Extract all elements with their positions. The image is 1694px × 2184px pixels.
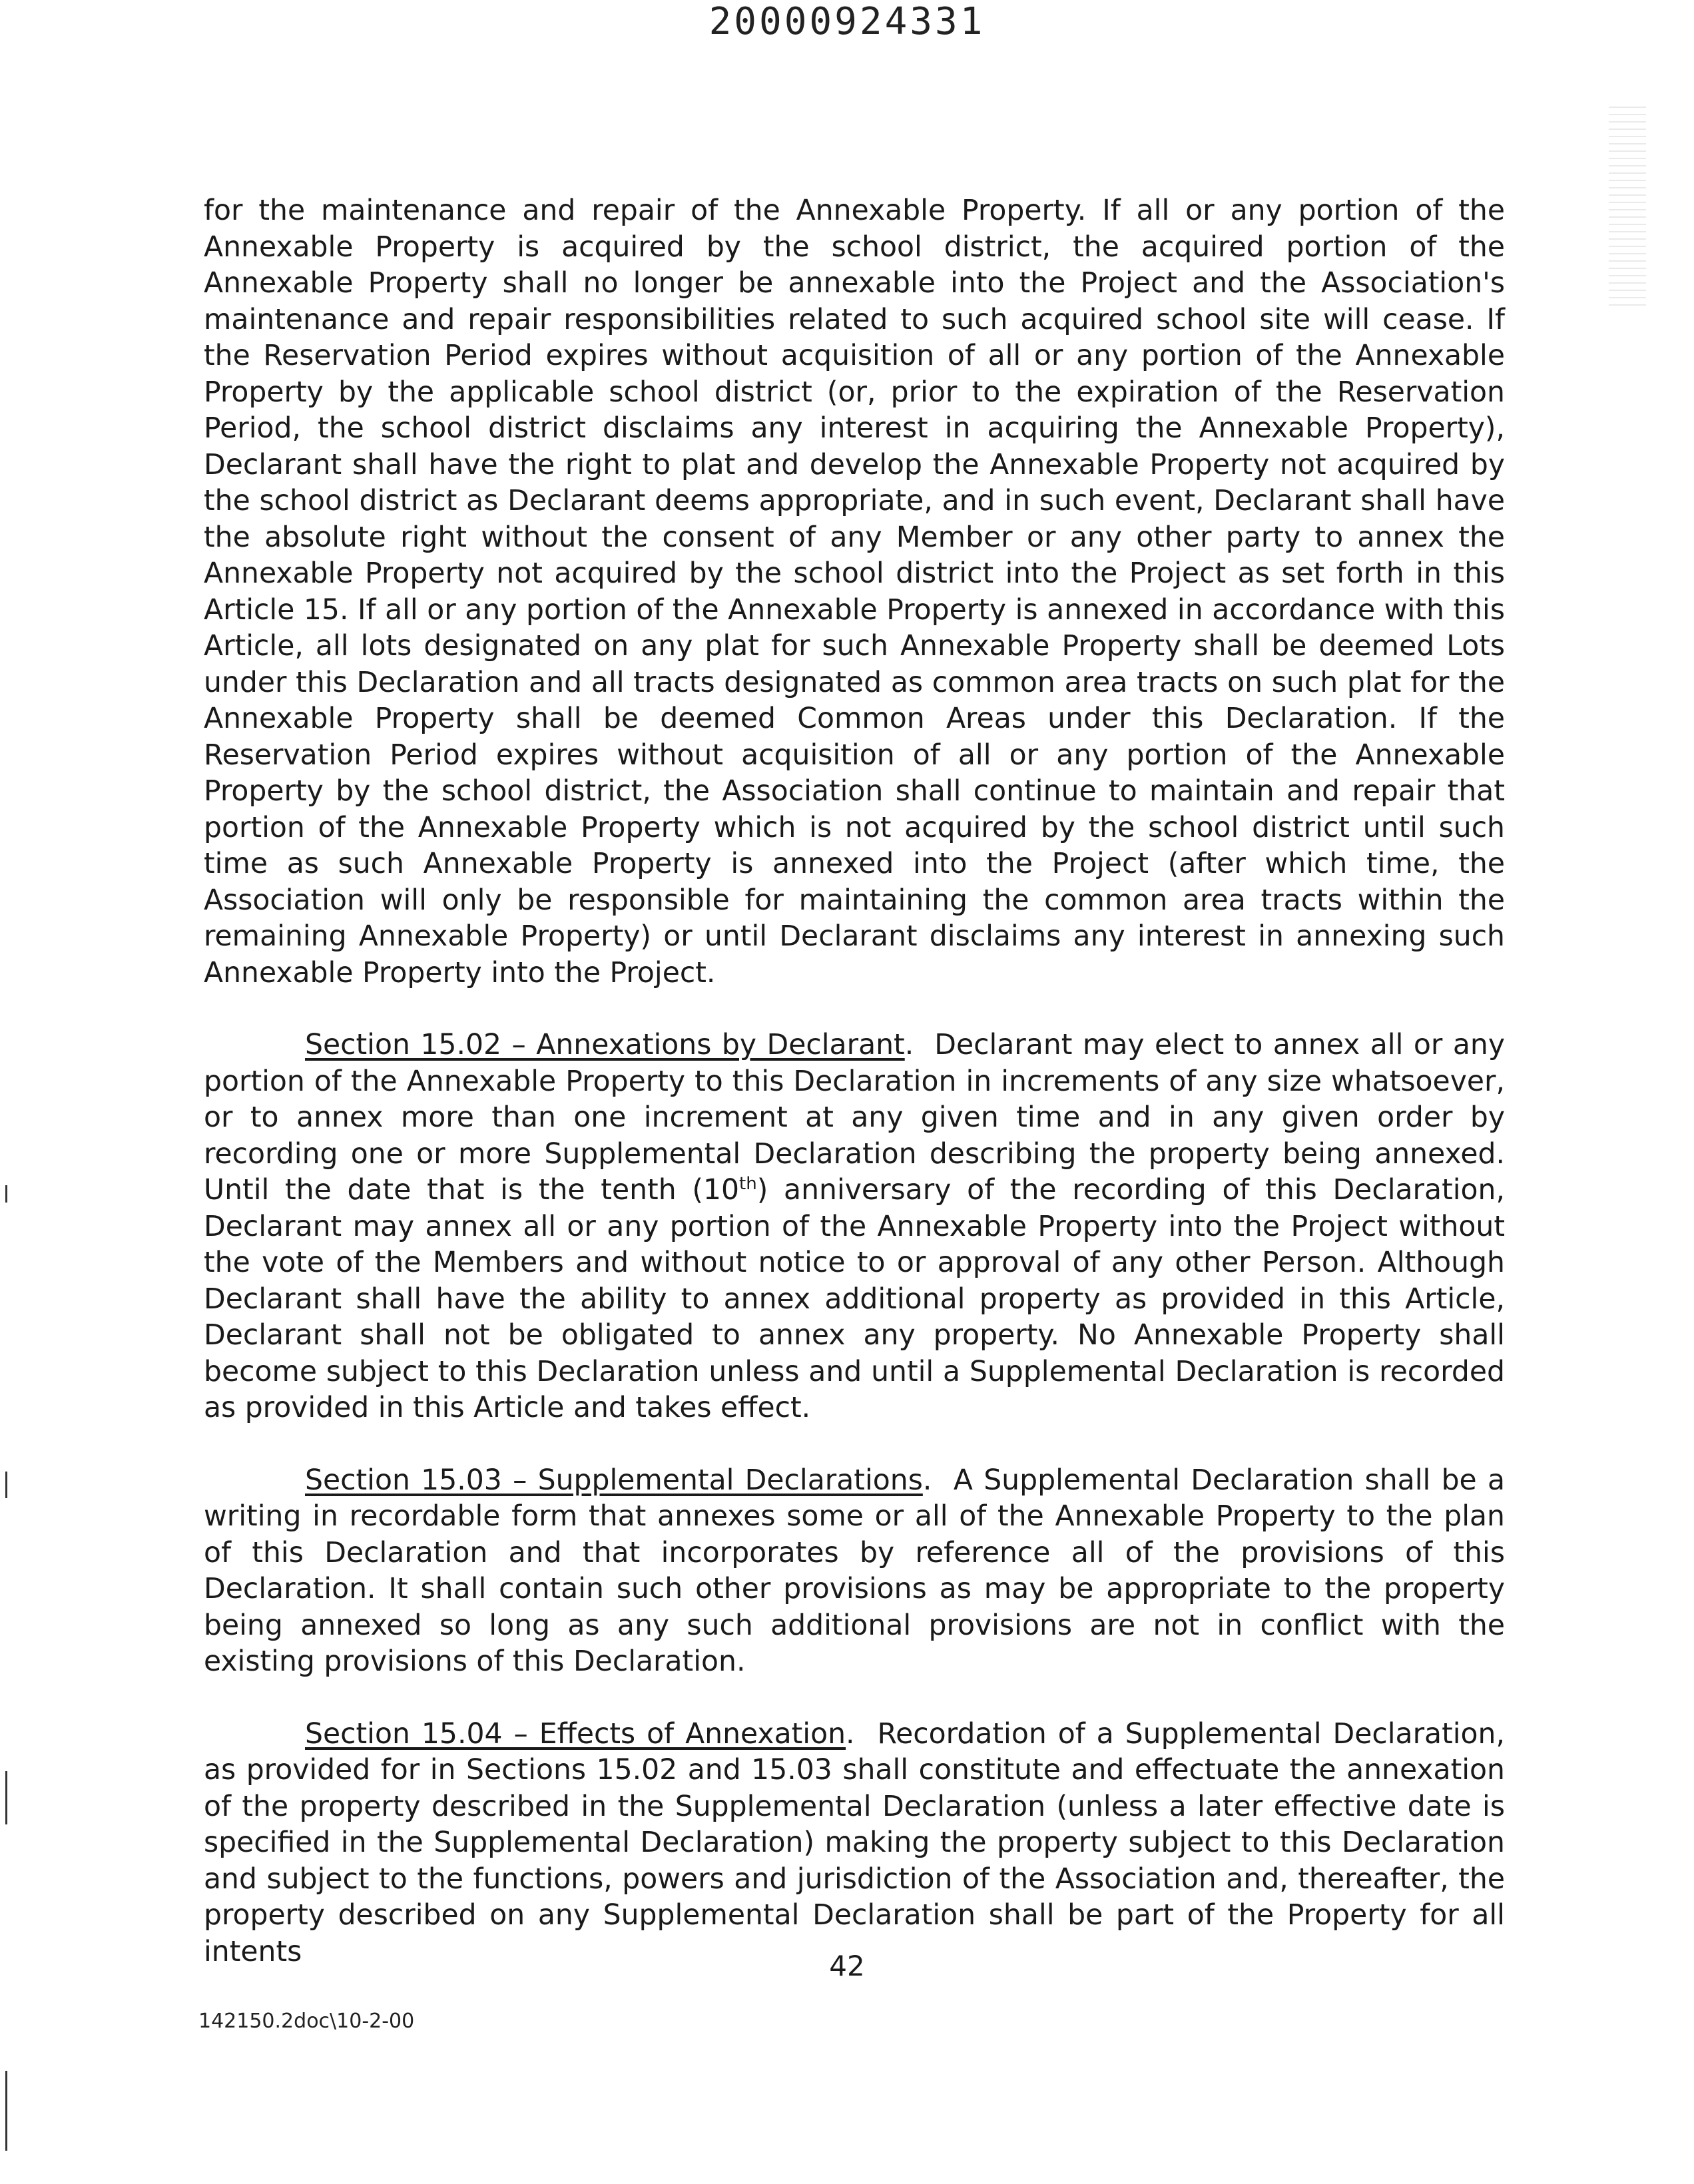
section-15-03-text: A Supplemental Declaration shall be a writing in recordable form that annexes some or all of the Annexable Property to the plan of this Declaration and that incorporates by reference all of the provisions of this Declaration. It shall contain such other provisions as may be appropriate to the property being annexed so long as any such additional provisions are not in conflict with the existing provisions of this Declaration. (204, 1464, 1505, 1678)
margin-mark (5, 1472, 7, 1498)
section-15-03-heading: Section 15.03 – Supplemental Declarations (305, 1464, 923, 1497)
margin-mark (5, 2071, 7, 2151)
scan-artifact (1609, 107, 1646, 306)
section-15-02-text-part1: Declarant may elect to annex all or any portion of the Annexable Property to this Declaration in increments of any size whatsoever, or to annex more than one increment at any given time and in any given order by recording one or more Supplemental Declaration describing the property being annexed. Until the date that is the tenth (10 (204, 1029, 1505, 1207)
document-reference: 142150.2doc\10-2-00 (198, 2010, 415, 2033)
section-15-02-heading: Section 15.02 – Annexations by Declarant (305, 1029, 905, 1061)
superscript-th: th (739, 1173, 757, 1194)
section-15-02-text-part2: ) anniversary of the recording of this Declaration, Declarant may annex all or any portion of the Annexable Property into the Project without the vote of the Members and without notice to or approval of any other Person. Although Declarant shall have the ability to annex additional property as provided in this Article, Declarant shall not be obligated to annex any property. No Annexable Property shall become subject to this Declaration unless and until a Supplemental Declaration is recorded as provided in this Article and takes effect. (204, 1174, 1505, 1424)
section-15-04-text: Recordation of a Supplemental Declaration, as provided for in Sections 15.02 and 15.03 shall constitute and effectuate the annexation of the property described in the Supplemental Declaration (unless a later effective date is specified in the Supplemental Declaration) making the property subject to this Declaration and subject to the functions, powers and jurisdiction of the Association and, thereafter, the property described on any Supplemental Declaration shall be part of the Property for all intents (204, 1717, 1505, 1968)
margin-mark (5, 1185, 7, 1203)
section-15-03-paragraph: Section 15.03 – Supplemental Declarations. A Supplemental Declaration shall be a writing in recordable form that annexes some or all of the Annexable Property to the plan of this Declaration and that incorporates by reference all of the provisions of this Declaration. It shall contain such other provisions as may be appropriate to the property being annexed so long as any such additional provisions are not in conflict with the existing provisions of this Declaration. (204, 1464, 1505, 1678)
section-15-02-paragraph: Section 15.02 – Annexations by Declarant. Declarant may elect to annex all or any portion of the Annexable Property to this Declaration in increments of any size whatsoever, or to annex more than one increment at any given time and in any given order by recording one or more Supplemental Declaration describing the property being annexed. Until the date that is the tenth (10th) anniversary of the recording of this Declaration, Declarant may annex all or any portion of the Annexable Property into the Project without the vote of the Members and without notice to or approval of any other Person. Although Declarant shall have the ability to annex additional property as provided in this Article, Declarant shall not be obligated to annex any property. No Annexable Property shall become subject to this Declaration unless and until a Supplemental Declaration is recorded as provided in this Article and takes effect. (204, 1029, 1505, 1424)
page-number: 42 (829, 1950, 865, 1982)
section-15-04-heading: Section 15.04 – Effects of Annexation (305, 1717, 846, 1751)
margin-mark (5, 1771, 7, 1824)
recording-number: 20000924331 (708, 0, 986, 43)
document-body (204, 193, 1505, 2006)
section-15-04-paragraph: Section 15.04 – Effects of Annexation. Recordation of a Supplemental Declaration, as provided for in Sections 15.02 and 15.03 shall constitute and effectuate the annexation of the property described in the Supplemental Declaration (unless a later effective date is specified in the Supplemental Declaration) making the property subject to this Declaration and subject to the functions, powers and jurisdiction of the Association and, thereafter, the property described on any Supplemental Declaration shall be part of the Property for all intents (204, 1717, 1505, 1968)
continuation-paragraph: for the maintenance and repair of the Annexable Property. If all or any portion of the Annexable Property is acquired by the school district, the acquired portion of the Annexable Property shall no longer be annexable into the Project and the Association's maintenance and repair responsibilities related to such acquired school site will cease. If the Reservation Period expires without acquisition of all or any portion of the Annexable Property by the applicable school district (or, prior to the expiration of the Reservation Period, the school district disclaims any interest in acquiring the Annexable Property), Declarant shall have the right to plat and develop the Annexable Property not acquired by the school district as Declarant deems appropriate, and in such event, Declarant shall have the absolute right without the consent of any Member or any other party to annex the Annexable Property not acquired by the school district into the Project as set forth in this Article 15. If all or any portion of the Annexable Property is annexed in accordance with this Article, all lots designated on any plat for such Annexable Property shall be deemed Lots under this Declaration and all tracts designated as common area tracts on such plat for the Annexable Property shall be deemed Common Areas under this Declaration. If the Reservation Period expires without acquisition of all or any portion of the Annexable Property by the school district, the Association shall continue to maintain and repair that portion of the Annexable Property which is not acquired by the school district until such time as such Annexable Property is annexed into the Project (after which time, the Association will only be responsible for maintaining the common area tracts within the remaining Annexable Property) or until Declarant disclaims any interest in annexing such Annexable Property into the Project. (204, 194, 1505, 989)
